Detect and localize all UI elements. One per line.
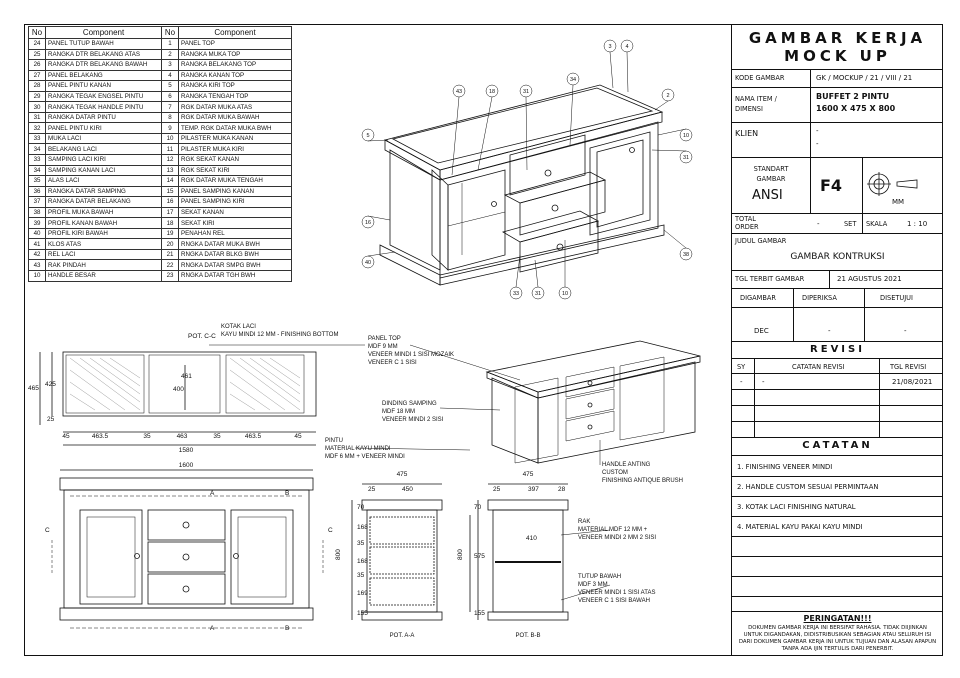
title-block bbox=[731, 24, 943, 656]
callout-leader bbox=[655, 101, 668, 110]
table-cell-component: RANGKA DATAR SAMPING bbox=[46, 186, 162, 197]
section-aa-drawer bbox=[370, 517, 434, 544]
iso-drawer-1 bbox=[510, 135, 585, 195]
table-cell-no: 34 bbox=[29, 144, 46, 155]
table-cell-no: 33 bbox=[29, 133, 46, 144]
table-cell-no: 30 bbox=[29, 102, 46, 113]
material-note: FINISHING ANTIQUE BRUSH bbox=[602, 478, 684, 484]
table-cell-no: 13 bbox=[161, 165, 178, 176]
nama-row bbox=[732, 88, 943, 123]
header-no: No bbox=[161, 27, 178, 39]
material-note: KOTAK LACI bbox=[221, 324, 256, 330]
iso-handle bbox=[492, 202, 497, 207]
table-cell-component: PANEL TOP bbox=[179, 39, 292, 50]
rev-catatan-label: CATATAN REVISI bbox=[792, 363, 845, 371]
dimension-label: 168 bbox=[357, 558, 368, 565]
table-cell-no: 12 bbox=[161, 155, 178, 166]
table-cell-no: 40 bbox=[29, 228, 46, 239]
table-cell-no: 35 bbox=[29, 176, 46, 187]
callout-number: 2 bbox=[666, 93, 670, 100]
table-cell-no: 18 bbox=[161, 218, 178, 229]
paper-size: F4 bbox=[820, 176, 843, 195]
iso-handle bbox=[557, 244, 563, 250]
material-note: MDF 6 MM + VENEER MINDI bbox=[325, 454, 405, 460]
rev-catatan-value: - bbox=[762, 378, 765, 386]
table-cell-component: RANGKA TENGAH TOP bbox=[179, 91, 292, 102]
table-cell-component: RAK PINDAH bbox=[46, 260, 162, 271]
leader-line bbox=[410, 345, 520, 380]
callout-number: 18 bbox=[488, 89, 496, 96]
table-cell-no: 19 bbox=[161, 228, 178, 239]
small-iso-front bbox=[538, 362, 695, 463]
table-cell-no: 22 bbox=[161, 260, 178, 271]
table-cell-component: SAMPING LACI KIRI bbox=[46, 155, 162, 166]
rev-sy-value: - bbox=[740, 378, 743, 386]
front-top bbox=[60, 478, 313, 490]
dimension-label: 35 bbox=[213, 433, 221, 440]
callout-leader bbox=[526, 97, 527, 170]
material-note: CUSTOM bbox=[602, 470, 628, 476]
dimension-label: 463.5 bbox=[244, 433, 262, 440]
callout-leader bbox=[452, 97, 459, 175]
dimension-label: 35 bbox=[357, 572, 365, 579]
title-row bbox=[732, 24, 943, 70]
dimension-label: 25 bbox=[47, 416, 55, 423]
dimension-label: 28 bbox=[558, 486, 566, 493]
table-cell-component: BELAKANG LACI bbox=[46, 144, 162, 155]
total-value: - bbox=[817, 220, 820, 228]
callout-number: 31 bbox=[522, 89, 530, 96]
rev-tgl-value: 21/08/2021 bbox=[892, 378, 933, 386]
front-width-label: 1600 bbox=[178, 462, 194, 469]
table-cell-no: 9 bbox=[161, 123, 178, 134]
table-cell-component: PANEL PINTU KIRI bbox=[46, 123, 162, 134]
judul-value: GAMBAR KONTRUKSI bbox=[790, 252, 885, 262]
small-iso-handle bbox=[588, 403, 592, 407]
total-row bbox=[732, 214, 943, 234]
dimension-label: 25 bbox=[368, 486, 376, 493]
callout-number: 38 bbox=[682, 252, 690, 259]
table-cell-component: HANDLE BESAR bbox=[46, 271, 162, 282]
dimension-label: 70 bbox=[357, 504, 365, 511]
iso-left-side bbox=[390, 150, 440, 270]
section-bb-depth: 475 bbox=[522, 471, 534, 478]
table-cell-component: SEKAT KIRI bbox=[179, 218, 292, 229]
section-marker: B bbox=[285, 490, 290, 497]
table-cell-component: RANGKA BELAKANG TOP bbox=[179, 60, 292, 71]
small-iso-door-right bbox=[620, 357, 664, 440]
callout-leader bbox=[478, 97, 492, 170]
section-aa-title: POT. A-A bbox=[389, 633, 415, 639]
dimension-label: 465 bbox=[28, 385, 39, 392]
table-cell-component: RNGKA DATAR SMPG BWH bbox=[179, 260, 292, 271]
nama-label: NAMA ITEM / DIMENSI bbox=[735, 95, 777, 113]
section-aa bbox=[352, 484, 442, 620]
table-cell-component: RGK SEKAT KANAN bbox=[179, 155, 292, 166]
section-aa-top bbox=[362, 500, 442, 510]
callout-number: 3 bbox=[608, 44, 612, 51]
skala-value: 1 : 10 bbox=[907, 220, 928, 228]
callout-number: 40 bbox=[364, 260, 372, 267]
section-bb-title: POT. B-B bbox=[515, 633, 541, 639]
material-note: TUTUP BAWAH bbox=[578, 574, 622, 580]
front-drawer-1 bbox=[148, 510, 225, 540]
callout-number: 33 bbox=[512, 291, 520, 298]
table-cell-no: 32 bbox=[29, 123, 46, 134]
title-line-2: MOCK UP bbox=[784, 47, 891, 65]
section-cc-title: POT. C-C bbox=[188, 333, 216, 340]
header-component: Component bbox=[179, 27, 292, 39]
table-cell-component: PILASTER MUKA KIRI bbox=[179, 144, 292, 155]
table-cell-no: 26 bbox=[29, 60, 46, 71]
dimension-label: 25 bbox=[493, 486, 501, 493]
dimension-label: 155 bbox=[357, 610, 368, 617]
material-note: VENEER MINDI 2 SISI bbox=[382, 417, 444, 423]
klien-value-1: - bbox=[816, 127, 819, 135]
table-cell-no: 33 bbox=[29, 155, 46, 166]
tgl-label: TGL TERBIT GAMBAR bbox=[735, 275, 805, 283]
table-cell-component: RANGKA DTR BELAKANG ATAS bbox=[46, 49, 162, 60]
tgl-value: 21 AGUSTUS 2021 bbox=[837, 275, 902, 283]
material-note: KAYU MINDI 12 MM - FINISHING BOTTOM bbox=[221, 332, 339, 338]
small-iso-drawer bbox=[566, 411, 614, 441]
approval-row bbox=[732, 289, 943, 342]
table-cell-component: PENAHAN REL bbox=[179, 228, 292, 239]
nama-value-1: BUFFET 2 PINTU bbox=[816, 92, 890, 101]
revisi-title: REVISI bbox=[810, 344, 865, 355]
note-item: 1. FINISHING VENEER MINDI bbox=[737, 463, 833, 471]
small-iso-handle bbox=[588, 381, 592, 385]
front-handle bbox=[183, 586, 189, 592]
dimension-label: 45 bbox=[294, 433, 302, 440]
disetujui-value: - bbox=[904, 327, 907, 335]
table-cell-no: 31 bbox=[29, 112, 46, 123]
table-cell-component: PANEL SAMPING KIRI bbox=[179, 197, 292, 208]
dimension-label: 35 bbox=[357, 540, 365, 547]
note-item: 2. HANDLE CUSTOM SESUAI PERMINTAAN bbox=[737, 483, 879, 491]
klien-value-2: - bbox=[816, 140, 819, 148]
table-cell-no: 11 bbox=[161, 144, 178, 155]
table-cell-component: PILASTER MUKA KANAN bbox=[179, 133, 292, 144]
table-cell-component: REL LACI bbox=[46, 249, 162, 260]
peringatan-block bbox=[732, 614, 943, 655]
table-cell-no: 38 bbox=[29, 207, 46, 218]
table-cell-no: 34 bbox=[29, 165, 46, 176]
callout-number: 31 bbox=[534, 291, 542, 298]
table-cell-component: RGK DATAR MUKA ATAS bbox=[179, 102, 292, 113]
table-cell-component: RGK DATAR MUKA BAWAH bbox=[179, 112, 292, 123]
table-cell-no: 20 bbox=[161, 239, 178, 250]
note-item: 3. KOTAK LACI FINISHING NATURAL bbox=[737, 503, 856, 511]
material-note: VENEER MINDI 1 SISI ATAS bbox=[578, 590, 656, 596]
dimension-label: 397 bbox=[528, 486, 539, 493]
dimension-label: 410 bbox=[526, 535, 537, 542]
iso-door-right bbox=[590, 132, 650, 235]
front-drawer-3 bbox=[148, 574, 225, 604]
table-cell-component: RGK DATAR MUKA TENGAH bbox=[179, 176, 292, 187]
front-door-left-panel bbox=[87, 517, 135, 597]
material-note: VENEER C 1 SISI bbox=[368, 360, 417, 366]
table-cell-component: RNGKA DATAR BLKG BWH bbox=[179, 249, 292, 260]
material-note: MDF 3 MM bbox=[578, 582, 608, 588]
table-cell-no: 27 bbox=[29, 70, 46, 81]
iso-handle bbox=[552, 205, 558, 211]
section-aa-drawer bbox=[370, 578, 434, 605]
table-cell-no: 7 bbox=[161, 102, 178, 113]
dimension-label: 168 bbox=[357, 524, 368, 531]
table-cell-no: 5 bbox=[161, 81, 178, 92]
callout-leader bbox=[368, 216, 390, 220]
table-cell-component: TEMP. RGK DATAR MUKA BWH bbox=[179, 123, 292, 134]
iso-door-frame-left bbox=[448, 170, 505, 270]
small-iso-drawer bbox=[566, 389, 614, 419]
peringatan-title: PERINGATAN!!! bbox=[803, 614, 872, 623]
small-iso-top-front-edge bbox=[538, 356, 700, 398]
section-aa-body bbox=[367, 510, 437, 612]
dimension-label: 400 bbox=[173, 386, 184, 393]
table-cell-no: 43 bbox=[29, 260, 46, 271]
klien-row bbox=[732, 123, 943, 158]
section-marker: A bbox=[210, 490, 215, 497]
table-cell-no: 2 bbox=[161, 49, 178, 60]
header-component: Component bbox=[46, 27, 162, 39]
table-cell-component: PROFIL KANAN BAWAH bbox=[46, 218, 162, 229]
front-handle bbox=[183, 554, 189, 560]
nama-value-2: 1600 X 475 X 800 bbox=[816, 104, 896, 113]
front-body bbox=[64, 490, 309, 608]
table-cell-no: 37 bbox=[29, 197, 46, 208]
front-handle bbox=[183, 522, 189, 528]
iso-door-right-panel bbox=[597, 140, 643, 227]
callout-number: 10 bbox=[561, 291, 569, 298]
small-iso-handle bbox=[588, 425, 592, 429]
front-door-right-panel bbox=[238, 517, 286, 597]
material-note: HANDLE ANTING bbox=[602, 462, 651, 468]
dimension-label: 463 bbox=[176, 433, 188, 440]
table-cell-no: 36 bbox=[29, 186, 46, 197]
table-cell-no: 41 bbox=[29, 239, 46, 250]
table-cell-component: PANEL PINTU KANAN bbox=[46, 81, 162, 92]
section-cc-outline bbox=[63, 352, 316, 416]
callout-leader bbox=[658, 129, 686, 135]
dimension-label: 575 bbox=[474, 553, 485, 560]
callout-leader bbox=[664, 230, 686, 248]
catatan-title: CATATAN bbox=[802, 440, 873, 451]
table-cell-component: SEKAT KANAN bbox=[179, 207, 292, 218]
dimension-label: 450 bbox=[402, 486, 413, 493]
catatan-header bbox=[732, 438, 943, 456]
material-note: MDF 9 MM bbox=[368, 344, 398, 350]
dimension-label: 425 bbox=[45, 381, 56, 388]
table-cell-no: 39 bbox=[29, 218, 46, 229]
table-cell-component: RANGKA DTR BELAKANG BAWAH bbox=[46, 60, 162, 71]
section-aa-base bbox=[362, 612, 442, 620]
tgl-row bbox=[732, 271, 943, 289]
material-note: VENEER MINDI 1 SISI MOZAIK bbox=[368, 352, 455, 358]
kode-value: GK / MOCKUP / 21 / VIII / 21 bbox=[816, 74, 913, 82]
table-cell-component: RNGKA DATAR TGH BWH bbox=[179, 271, 292, 282]
rev-tgl-label: TGL REVISI bbox=[890, 363, 927, 371]
klien-label: KLIEN bbox=[735, 129, 759, 138]
table-cell-no: 3 bbox=[161, 60, 178, 71]
iso-handle bbox=[630, 148, 635, 153]
callout-number: 10 bbox=[682, 133, 690, 140]
iso-shelf-line bbox=[448, 212, 505, 226]
table-cell-component: RANGKA MUKA TOP bbox=[179, 49, 292, 60]
section-marker: B bbox=[285, 625, 290, 632]
table-cell-component: RANGKA DATAR BELAKANG bbox=[46, 197, 162, 208]
table-cell-no: 29 bbox=[29, 91, 46, 102]
title-line-1: GAMBAR KERJA bbox=[748, 29, 927, 47]
table-cell-component: RANGKA KIRI TOP bbox=[179, 81, 292, 92]
standart-label: STANDART GAMBAR bbox=[753, 165, 789, 183]
iso-plinth-left bbox=[380, 245, 440, 285]
standart-value: ANSI bbox=[752, 188, 783, 203]
table-cell-component: PANEL SAMPING KANAN bbox=[179, 186, 292, 197]
standart-row bbox=[732, 158, 943, 214]
table-cell-no: 23 bbox=[161, 271, 178, 282]
unit-label: MM bbox=[892, 198, 905, 206]
front-door-right bbox=[231, 510, 293, 604]
kode-label: KODE GAMBAR bbox=[735, 74, 785, 82]
note-item: 4. MATERIAL KAYU PAKAI KAYU MINDI bbox=[737, 523, 863, 531]
material-note: PINTU bbox=[325, 438, 343, 444]
kode-row bbox=[732, 69, 943, 88]
front-drawer-2 bbox=[148, 542, 225, 572]
table-cell-component: RNGKA DATAR MUKA BWH bbox=[179, 239, 292, 250]
revisi-table bbox=[732, 359, 943, 438]
callout-leader bbox=[652, 150, 686, 151]
section-marker: C bbox=[328, 527, 333, 534]
callout-number: 34 bbox=[569, 77, 577, 84]
table-cell-no: 14 bbox=[161, 176, 178, 187]
material-note: MATERIAL MDF 12 MM + bbox=[578, 527, 648, 533]
dimension-label: 45 bbox=[62, 433, 70, 440]
table-cell-no: 17 bbox=[161, 207, 178, 218]
section-bb-top bbox=[488, 500, 568, 510]
table-cell-component: ALAS LACI bbox=[46, 176, 162, 187]
table-cell-component: PANEL BELAKANG bbox=[46, 70, 162, 81]
iso-top-front-edge bbox=[440, 112, 662, 180]
table-cell-no: 4 bbox=[161, 70, 178, 81]
table-cell-no: 42 bbox=[29, 249, 46, 260]
table-cell-component: SAMPING KANAN LACI bbox=[46, 165, 162, 176]
front-plinth bbox=[60, 608, 313, 620]
diperiksa-label: DIPERIKSA bbox=[802, 294, 837, 302]
material-note: PANEL TOP bbox=[368, 336, 401, 342]
total-label: TOTAL ORDER bbox=[735, 215, 759, 231]
section-aa-height: 800 bbox=[335, 549, 342, 560]
material-note: VENEER MINDI 2 MM 2 SISI bbox=[578, 535, 657, 541]
table-cell-component: PROFIL MUKA BAWAH bbox=[46, 207, 162, 218]
material-note: MDF 18 MM bbox=[382, 409, 415, 415]
disetujui-label: DISETUJUI bbox=[880, 294, 913, 302]
material-note: MATERIAL KAYU MINDI bbox=[325, 446, 391, 452]
table-cell-no: 15 bbox=[161, 186, 178, 197]
digambar-label: DIGAMBAR bbox=[740, 294, 776, 302]
section-aa-drawer bbox=[370, 547, 434, 574]
callout-number: 16 bbox=[364, 220, 372, 227]
diperiksa-value: - bbox=[828, 327, 831, 335]
set-label: SET bbox=[844, 220, 857, 228]
callout-leader bbox=[627, 52, 628, 92]
table-cell-no: 8 bbox=[161, 112, 178, 123]
front-view bbox=[52, 470, 323, 628]
front-door-left bbox=[80, 510, 142, 604]
peringatan-text: DOKUMEN GAMBAR KERJA INI BERSIFAT RAHASIA. TIDAK DIIJINKAN UNTUK DIGANDAKAN, DIDISTRIBUSIKAN SEBAGIAN ATAU SELURUH ISI DARI DOKUMEN GAMBAR KERJA INI UNTUK TUJUAN DAN ALASAN APAPUN TANPA ADA IJIN TERTULIS DARI PENERBIT. bbox=[738, 625, 937, 652]
table-cell-component: RANGKA KANAN TOP bbox=[179, 70, 292, 81]
table-cell-no: 21 bbox=[161, 249, 178, 260]
dimension-label: 1580 bbox=[178, 447, 194, 454]
table-cell-component: PANEL TUTUP BAWAH bbox=[46, 39, 162, 50]
table-cell-no: 28 bbox=[29, 81, 46, 92]
material-note: RAK bbox=[578, 519, 591, 525]
section-bb-base bbox=[488, 612, 568, 620]
callout-number: 43 bbox=[455, 89, 463, 96]
isometric-view bbox=[362, 40, 692, 299]
dimension-label: 155 bbox=[474, 610, 485, 617]
rev-sy-label: SY bbox=[737, 363, 746, 371]
dimension-label: 169 bbox=[357, 590, 368, 597]
revisi-header bbox=[732, 342, 943, 359]
material-note: DINDING SAMPING bbox=[382, 401, 437, 407]
section-marker: A bbox=[210, 625, 215, 632]
section-marker: C bbox=[45, 527, 50, 534]
section-cc bbox=[40, 345, 365, 445]
table-cell-component: KLOS ATAS bbox=[46, 239, 162, 250]
iso-drawer-2 bbox=[520, 180, 605, 235]
table-cell-no: 24 bbox=[29, 39, 46, 50]
table-cell-component: RANGKA DATAR PINTU bbox=[46, 112, 162, 123]
table-cell-component: RGK SEKAT KIRI bbox=[179, 165, 292, 176]
leader-line bbox=[440, 408, 500, 410]
table-cell-component: RANGKA TEGAK HANDLE PINTU bbox=[46, 102, 162, 113]
dimension-label: 463.5 bbox=[91, 433, 109, 440]
section-aa-depth: 475 bbox=[396, 471, 408, 478]
table-cell-no: 16 bbox=[161, 197, 178, 208]
table-cell-component: MUKA LACI bbox=[46, 133, 162, 144]
table-cell-no: 10 bbox=[161, 133, 178, 144]
callout-number: 5 bbox=[366, 133, 370, 140]
table-cell-no: 10 bbox=[29, 271, 46, 282]
iso-front bbox=[440, 122, 658, 278]
callout-number: 31 bbox=[682, 155, 690, 162]
header-no: No bbox=[29, 27, 46, 39]
dimension-label: 461 bbox=[181, 373, 192, 380]
callout-number: 4 bbox=[625, 44, 629, 51]
dimension-label: 35 bbox=[143, 433, 151, 440]
judul-label: JUDUL GAMBAR bbox=[735, 237, 787, 245]
table-cell-no: 25 bbox=[29, 49, 46, 60]
catatan-body bbox=[732, 456, 943, 612]
table-cell-no: 1 bbox=[161, 39, 178, 50]
judul-row bbox=[732, 234, 943, 271]
material-note: VENEER C 1 SISI BAWAH bbox=[578, 598, 650, 604]
section-cc-mid-bay bbox=[149, 355, 220, 413]
table-cell-no: 6 bbox=[161, 91, 178, 102]
dimension-label: 70 bbox=[474, 504, 482, 511]
skala-label: SKALA bbox=[866, 220, 888, 228]
table-cell-component: PROFIL KIRI BAWAH bbox=[46, 228, 162, 239]
digambar-value: DEC bbox=[754, 327, 769, 335]
section-bb-height: 800 bbox=[457, 549, 464, 560]
callout-leader bbox=[535, 260, 538, 287]
table-cell-component: RANGKA TEGAK ENGSEL PINTU bbox=[46, 91, 162, 102]
callout-leader bbox=[610, 52, 613, 88]
iso-handle bbox=[545, 170, 551, 176]
small-iso-top-edge bbox=[487, 372, 538, 398]
